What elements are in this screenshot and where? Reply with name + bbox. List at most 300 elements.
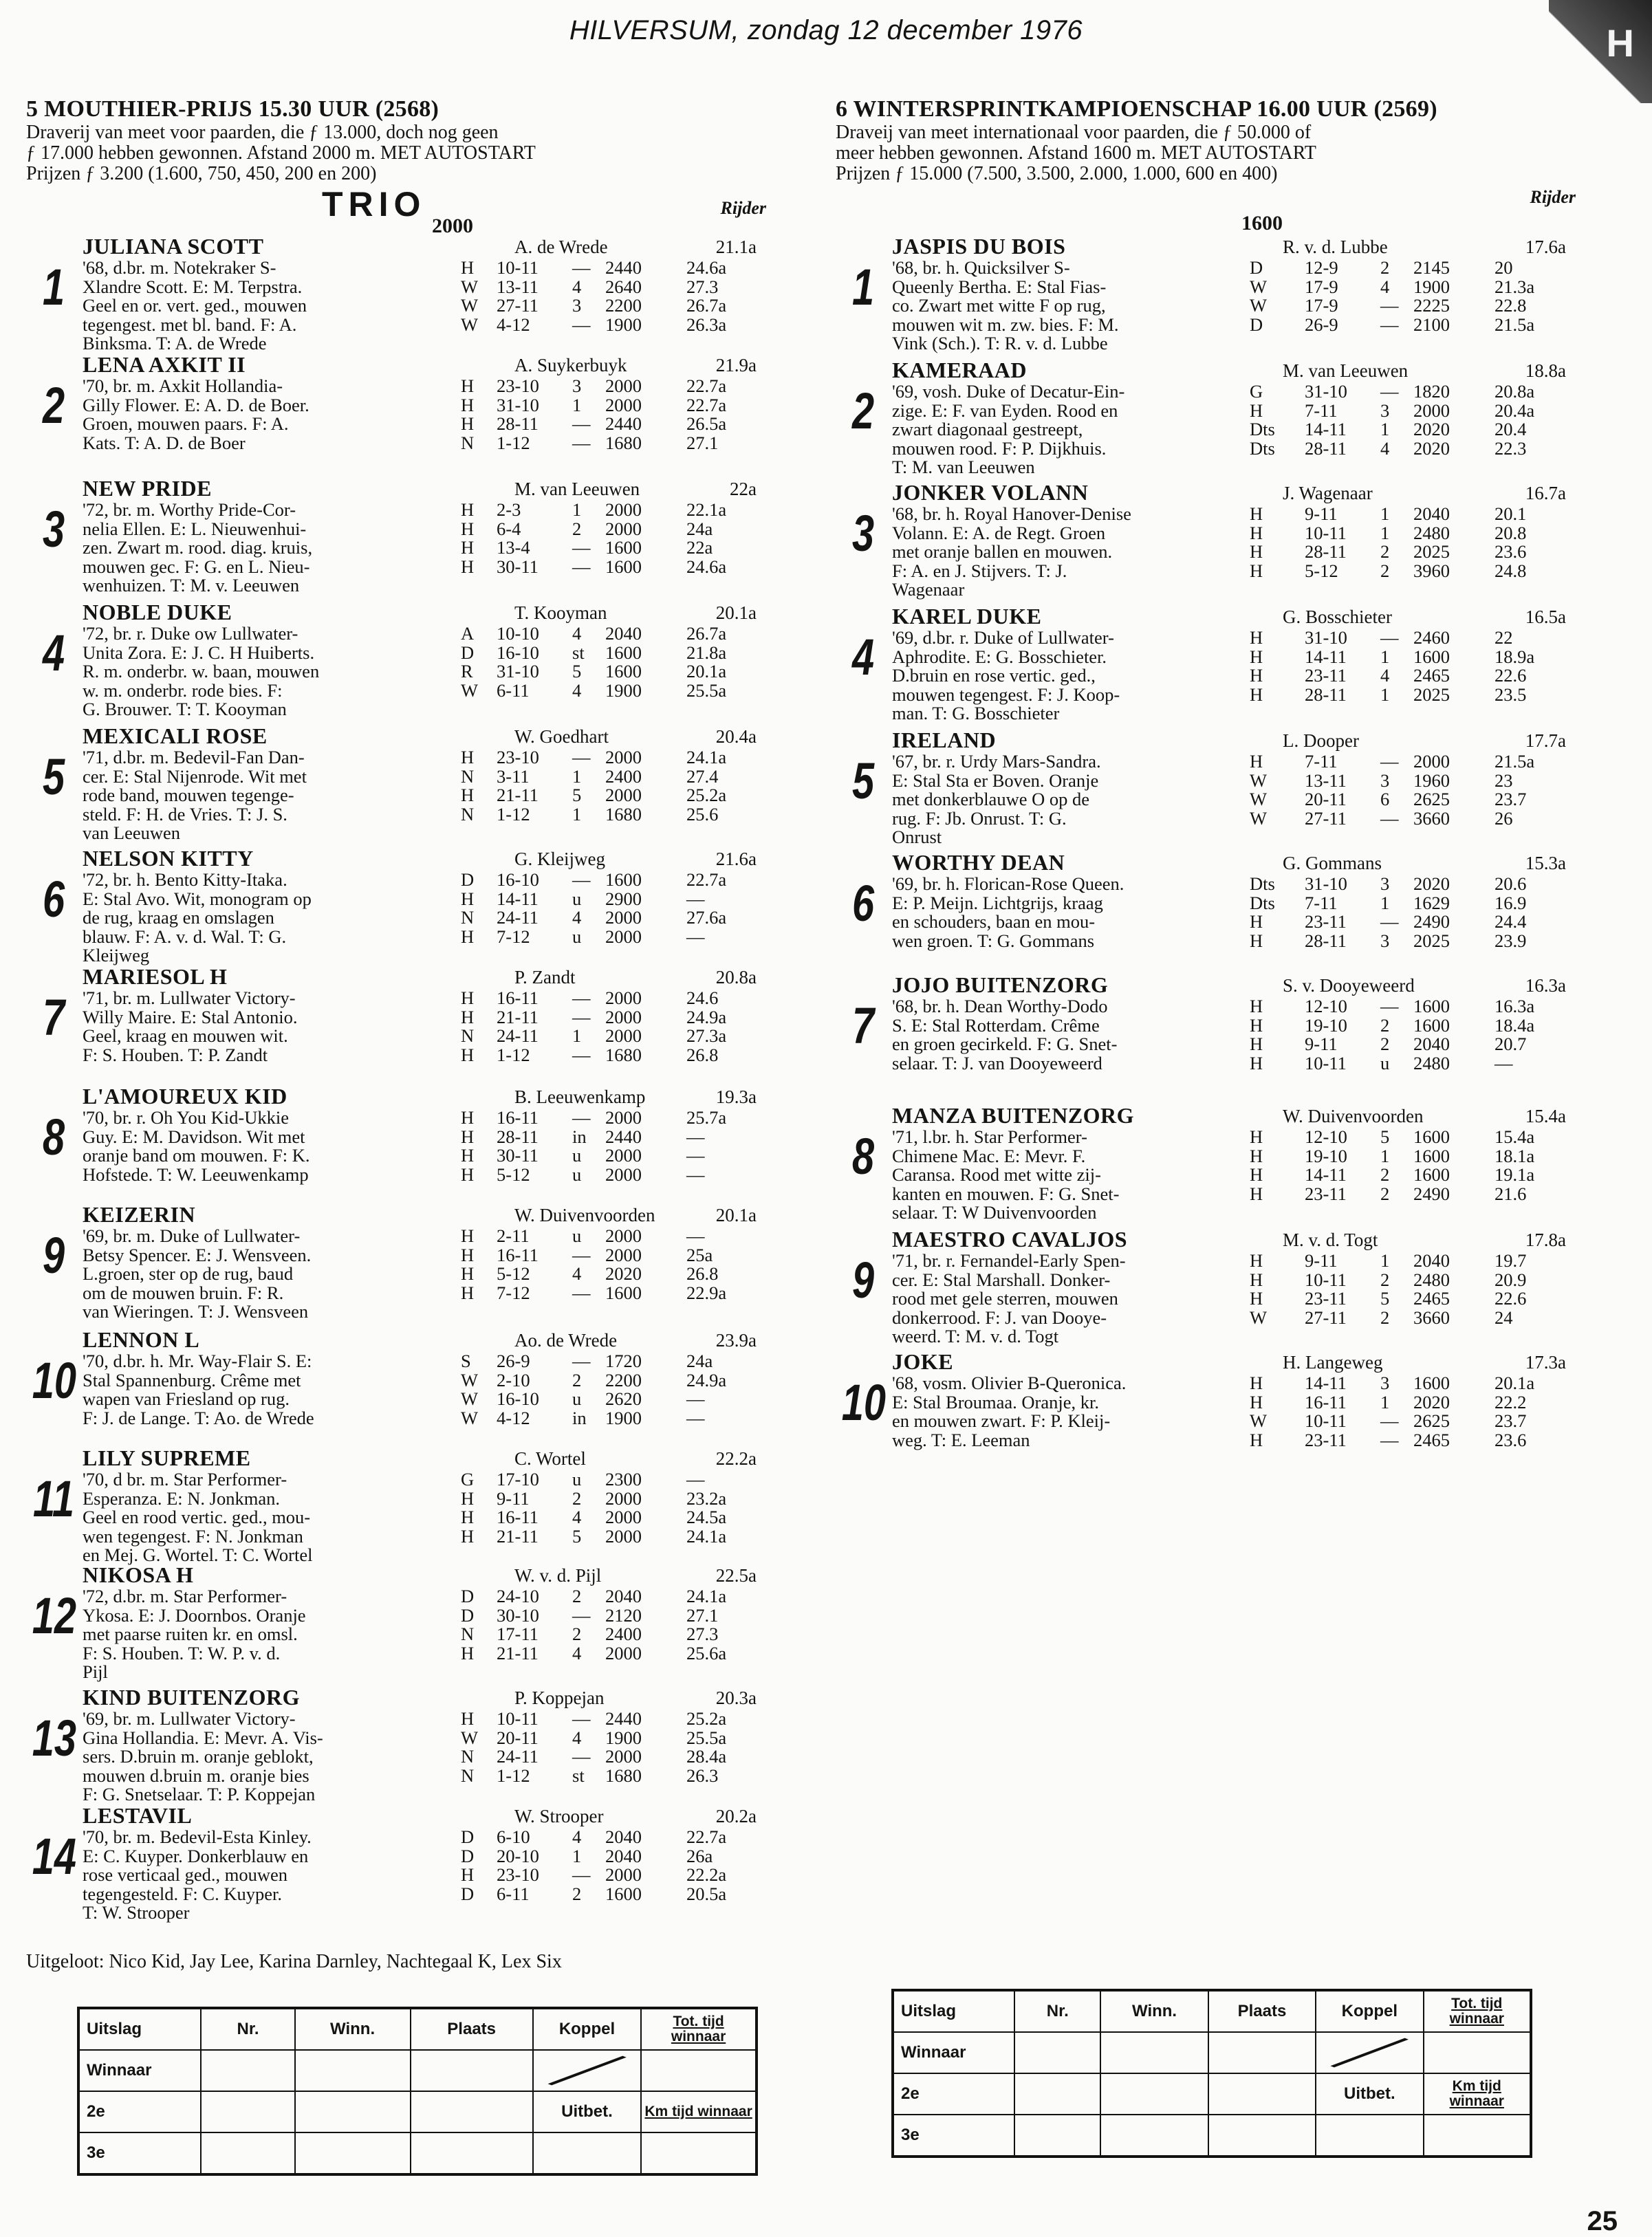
race-date: 31-10 xyxy=(1305,873,1347,894)
race-time: 20.1a xyxy=(1495,1373,1535,1393)
result-row-winnaar xyxy=(893,2032,1531,2073)
finish-place: 3 xyxy=(1380,400,1390,421)
track-code: H xyxy=(1250,665,1263,686)
track-code: W xyxy=(461,295,479,316)
track-code: A xyxy=(461,623,475,644)
track-code: H xyxy=(1250,1164,1263,1185)
race-date: 10-11 xyxy=(1305,1269,1347,1290)
finish-place: — xyxy=(572,1864,591,1885)
header-plaats: Plaats xyxy=(411,2008,533,2050)
rider-record-time: 17.7a xyxy=(1525,730,1566,751)
race-time: 26.8 xyxy=(686,1044,719,1065)
rider-name: P. Koppejan xyxy=(514,1688,605,1708)
track-code: D xyxy=(461,1845,475,1866)
description-line: wenhuizen. T: M. v. Leeuwen xyxy=(83,575,300,596)
race-time: 24.1a xyxy=(686,1586,727,1606)
rider-name: W. Duivenvoorden xyxy=(514,1205,655,1225)
description-line: '69, br. m. Duke of Lullwater- xyxy=(83,1225,301,1246)
race-distance: 2200 xyxy=(605,295,642,316)
performance-row xyxy=(1250,524,1556,543)
finish-place: — xyxy=(572,314,591,335)
start-number: 3 xyxy=(42,501,65,558)
start-number: 1 xyxy=(42,259,65,316)
recent-performances xyxy=(461,1227,748,1322)
track-code: S xyxy=(461,1351,471,1371)
header-koppel: Koppel xyxy=(1316,1990,1423,2032)
result-cell[interactable] xyxy=(295,2050,411,2091)
track-code: H xyxy=(1250,503,1263,524)
description-line: Stal Spannenburg. Crême met xyxy=(83,1369,301,1390)
performance-row xyxy=(1250,913,1556,932)
race-entry xyxy=(26,476,783,600)
race-time: 22.7a xyxy=(686,394,727,415)
description-line: Hofstede. T: W. Leeuwenkamp xyxy=(83,1164,309,1185)
finish-place: — xyxy=(1380,1429,1399,1450)
rider-record-time: 17.6a xyxy=(1525,237,1566,257)
rider-name: M. van Leeuwen xyxy=(1283,360,1409,381)
entry-header xyxy=(836,480,1592,505)
start-number: 2 xyxy=(42,377,65,434)
performance-row xyxy=(1250,932,1556,951)
race-time: 27.3 xyxy=(686,276,719,297)
performance-row xyxy=(1250,420,1556,439)
race-6-entries xyxy=(836,234,1592,1472)
race-date: 12-9 xyxy=(1305,257,1338,278)
finish-place: — xyxy=(1380,295,1399,316)
race-date: 26-9 xyxy=(1305,314,1338,335)
finish-place: — xyxy=(572,987,591,1008)
finish-place: 1 xyxy=(1380,1250,1390,1271)
race-distance: 2000 xyxy=(605,1025,642,1046)
description-line: F: J. de Lange. T: Ao. de Wrede xyxy=(83,1407,314,1428)
rider-name: G. Kleijweg xyxy=(514,849,605,869)
entry-body xyxy=(26,1227,783,1322)
description-line: Binksma. T: A. de Wrede xyxy=(83,333,267,353)
performance-row xyxy=(1250,1166,1556,1185)
track-code: W xyxy=(461,1727,479,1748)
race-date: 17-10 xyxy=(497,1469,539,1489)
race-distance: 2025 xyxy=(1413,930,1450,951)
horse-name: KAMERAAD xyxy=(892,358,1027,382)
race-distance: 1600 xyxy=(1413,1014,1450,1036)
rider-column-label: Rijder xyxy=(720,198,766,218)
finish-place: — xyxy=(1380,627,1399,648)
row-label: Winnaar xyxy=(893,2032,1014,2073)
race-time: 22.6 xyxy=(1495,1288,1527,1309)
race-6-subheader xyxy=(836,184,1592,234)
finish-place: 2 xyxy=(1380,1034,1390,1054)
race-6-title: 6 WINTERSPRINTKAMPIOENSCHAP 16.00 UUR (2569) xyxy=(836,96,1437,122)
row-label: 2e xyxy=(893,2073,1014,2115)
row-label: 3e xyxy=(893,2115,1014,2157)
race-5-distance: 2000 xyxy=(432,215,473,237)
race-time: — xyxy=(686,926,705,947)
description-line: mouwen rood. F: P. Dijkhuis. xyxy=(892,437,1107,459)
description-line: '69, vosh. Duke of Decatur-Ein- xyxy=(892,381,1125,402)
race-date: 30-11 xyxy=(497,556,539,577)
track-code: H xyxy=(461,394,475,415)
performance-row xyxy=(1250,1374,1556,1393)
description-line: wen tegengest. F: N. Jonkman xyxy=(83,1525,303,1547)
description-line: sers. D.bruin m. oranje geblokt, xyxy=(83,1746,314,1767)
entry-body xyxy=(836,629,1592,723)
race-time: 22.1a xyxy=(686,499,727,520)
finish-place: — xyxy=(572,1746,591,1767)
race-time: 19.1a xyxy=(1495,1164,1535,1185)
result-cell[interactable] xyxy=(1424,2115,1531,2157)
rider-record-time: 20.3a xyxy=(715,1688,757,1708)
track-code: Dts xyxy=(1250,437,1275,459)
description-line: om de mouwen bruin. F: R. xyxy=(83,1282,284,1303)
performance-row xyxy=(1250,809,1556,829)
track-code: H xyxy=(1250,996,1263,1016)
performance-row xyxy=(1250,752,1556,772)
description-line: '69, br. h. Florican-Rose Queen. xyxy=(892,873,1124,894)
recent-performances xyxy=(1250,1128,1556,1223)
performance-row xyxy=(1250,296,1556,316)
rider-record-time: 16.3a xyxy=(1525,975,1566,996)
result-cell[interactable] xyxy=(411,2050,533,2091)
result-cell[interactable] xyxy=(201,2050,294,2091)
finish-place: — xyxy=(572,1708,591,1729)
track-code: R xyxy=(461,661,473,681)
description-line: '72, br. m. Worthy Pride-Cor- xyxy=(83,499,296,520)
performance-row xyxy=(1250,402,1556,421)
result-cell[interactable] xyxy=(533,2132,641,2174)
finish-place: 4 xyxy=(1380,276,1390,297)
recent-performances xyxy=(1250,875,1556,950)
horse-description xyxy=(83,1109,454,1184)
header-winn: Winn. xyxy=(1100,1990,1208,2032)
header-plaats: Plaats xyxy=(1208,1990,1316,2032)
race-distance: 1600 xyxy=(605,537,642,558)
performance-row xyxy=(1250,772,1556,791)
race-date: 7-12 xyxy=(497,1282,530,1303)
rider-record-time: 20.8a xyxy=(715,967,757,987)
race-entry xyxy=(836,1103,1592,1227)
performance-row xyxy=(1250,439,1556,459)
horse-description xyxy=(892,1374,1243,1450)
description-line: mouwen d.bruin m. oranje bies xyxy=(83,1765,309,1786)
track-code: W xyxy=(461,679,479,701)
performance-row xyxy=(1250,1412,1556,1431)
race-entry xyxy=(26,1445,783,1565)
result-cell[interactable] xyxy=(411,2091,533,2132)
rider-name: W. v. d. Pijl xyxy=(514,1565,602,1586)
description-line: Gina Hollandia. E: Mevr. A. Vis- xyxy=(83,1727,323,1748)
track-code: H xyxy=(461,375,475,396)
rider-record-time: 20.1a xyxy=(715,1205,757,1225)
performance-row xyxy=(461,520,748,539)
description-line: S. E: Stal Rotterdam. Crême xyxy=(892,1014,1100,1036)
horse-description xyxy=(83,1828,454,1923)
description-line: de rug, kraag en omslagen xyxy=(83,907,274,928)
recent-performances xyxy=(1250,505,1556,600)
horse-name: MANZA BUITENZORG xyxy=(892,1103,1135,1128)
result-cell[interactable] xyxy=(1424,2032,1531,2073)
recent-performances xyxy=(461,1710,748,1804)
race-date: 14-11 xyxy=(497,888,539,909)
race-date: 10-11 xyxy=(1305,1052,1347,1073)
track-code: H xyxy=(461,556,475,577)
description-line: en Mej. G. Wortel. T: C. Wortel xyxy=(83,1545,313,1565)
finish-place: 2 xyxy=(1380,1307,1390,1328)
race-date: 16-11 xyxy=(497,1244,539,1265)
performance-row xyxy=(1250,259,1556,278)
race-time: 26.3 xyxy=(686,1765,719,1786)
description-line: man. T: G. Bosschieter xyxy=(892,703,1060,723)
race-entry xyxy=(836,728,1592,850)
horse-description xyxy=(83,1710,454,1804)
race-date: 1-12 xyxy=(497,432,530,453)
description-line: Pijl xyxy=(83,1661,108,1682)
koppel-cell[interactable] xyxy=(1316,2032,1423,2073)
result-cell[interactable] xyxy=(1100,2115,1208,2157)
result-row-winnaar xyxy=(78,2050,757,2091)
rider-record-time: 19.3a xyxy=(715,1087,757,1107)
race-distance: 2000 xyxy=(605,1525,642,1547)
result-cell[interactable] xyxy=(1316,2115,1423,2157)
horse-name: MEXICALI ROSE xyxy=(83,723,268,748)
finish-place: 2 xyxy=(572,1883,582,1904)
race-distance: 1600 xyxy=(1413,1373,1450,1393)
track-code: H xyxy=(461,1006,475,1027)
race-date: 4-12 xyxy=(497,1407,530,1428)
description-line: Volann. E: A. de Regt. Groen xyxy=(892,522,1106,543)
race-date: 7-11 xyxy=(1305,400,1338,421)
race-entry xyxy=(26,1202,783,1327)
result-cell[interactable] xyxy=(1014,2115,1100,2157)
recent-performances xyxy=(461,501,748,596)
result-cell[interactable] xyxy=(1014,2032,1100,2073)
track-code: N xyxy=(461,803,475,825)
koppel-cell[interactable] xyxy=(533,2050,641,2091)
finish-place: u xyxy=(572,1469,582,1489)
rider-name: S. v. Dooyeweerd xyxy=(1283,975,1415,996)
finish-place: 1 xyxy=(572,1845,582,1866)
track-code: N xyxy=(461,1624,475,1644)
result-cell[interactable] xyxy=(295,2132,411,2174)
race-distance: 2000 xyxy=(605,987,642,1008)
track-code: H xyxy=(461,257,475,278)
race-distance: 2000 xyxy=(605,1145,642,1166)
race-distance: 2000 xyxy=(605,1487,642,1509)
description-line: '68, br. h. Quicksilver S- xyxy=(892,257,1070,278)
finish-place: 6 xyxy=(1380,789,1390,809)
track-code: N xyxy=(461,765,475,787)
race-distance: 2440 xyxy=(605,1708,642,1729)
race-entry xyxy=(836,234,1592,358)
track-code: H xyxy=(461,1864,475,1885)
result-cell[interactable] xyxy=(201,2091,294,2132)
race-time: 23 xyxy=(1495,770,1513,791)
race-time: 22.8 xyxy=(1495,295,1527,316)
entry-header xyxy=(836,1227,1592,1252)
rider-name: M. van Leeuwen xyxy=(514,479,640,499)
uitbet-label: Uitbet. xyxy=(1316,2073,1423,2115)
finish-place: — xyxy=(1380,1410,1399,1431)
race-date: 13-4 xyxy=(497,537,530,558)
result-row-3e xyxy=(78,2132,757,2174)
entry-header xyxy=(26,476,783,501)
finish-place: 2 xyxy=(572,518,582,539)
race-distance: 1600 xyxy=(605,1282,642,1303)
race-distance: 1680 xyxy=(605,432,642,453)
race-distance: 1600 xyxy=(1413,996,1450,1016)
track-code: H xyxy=(461,1507,475,1527)
track-code: W xyxy=(461,1369,479,1390)
race-time: 24.4 xyxy=(1495,911,1527,932)
finish-place: 4 xyxy=(572,679,582,701)
race-time: 23.7 xyxy=(1495,789,1527,809)
description-line: Queenly Bertha. E: Stal Fias- xyxy=(892,276,1107,297)
header-nr: Nr. xyxy=(201,2008,294,2050)
performance-row xyxy=(1250,1252,1556,1271)
recent-performances xyxy=(461,624,748,719)
race-date: 23-11 xyxy=(1305,665,1347,686)
track-code: H xyxy=(461,1525,475,1547)
description-line: '70, d br. m. Star Performer- xyxy=(83,1469,287,1489)
result-cell[interactable] xyxy=(1100,2032,1208,2073)
race-time: 24.6a xyxy=(686,257,727,278)
race-distance: 1600 xyxy=(605,1883,642,1904)
race-distance: 2000 xyxy=(605,499,642,520)
race-time: 27.3 xyxy=(686,1624,719,1644)
result-cell[interactable] xyxy=(641,2132,757,2174)
description-line: E: Stal Sta er Boven. Oranje xyxy=(892,770,1099,791)
race-date: 23-10 xyxy=(497,747,539,767)
track-code: H xyxy=(1250,1014,1263,1036)
performance-row xyxy=(1250,894,1556,913)
horse-name: NOBLE DUKE xyxy=(83,600,232,624)
performance-row xyxy=(461,1352,748,1371)
track-code: H xyxy=(461,888,475,909)
race-time: 22a xyxy=(686,537,713,558)
race-distance: 1720 xyxy=(605,1351,642,1371)
rider-name: L. Dooper xyxy=(1283,730,1359,751)
performance-row xyxy=(461,1166,748,1185)
race-6-description xyxy=(836,122,1592,184)
finish-place: 5 xyxy=(572,661,582,681)
race-date: 23-10 xyxy=(497,1864,539,1885)
result-cell[interactable] xyxy=(641,2050,757,2091)
description-line: donkerrood. F: J. van Dooye- xyxy=(892,1307,1107,1328)
entry-header xyxy=(26,1327,783,1352)
race-time: 26.8 xyxy=(686,1263,719,1284)
entry-body xyxy=(26,1587,783,1682)
track-code: D xyxy=(461,869,475,890)
horse-description xyxy=(892,997,1243,1073)
finish-place: 1 xyxy=(1380,1391,1390,1412)
race-time: 20.8a xyxy=(1495,381,1535,402)
race-time: 20.1a xyxy=(686,661,727,681)
rider-record-time: 22a xyxy=(730,479,757,499)
race-distance: 1680 xyxy=(605,803,642,825)
track-code: Dts xyxy=(1250,419,1275,439)
race-distance: 2040 xyxy=(605,1586,642,1606)
race-time: 25.2a xyxy=(686,785,727,805)
finish-place: 1 xyxy=(1380,1145,1390,1166)
result-cell[interactable] xyxy=(1208,2032,1316,2073)
performance-row xyxy=(461,871,748,890)
finish-place: 4 xyxy=(1380,437,1390,459)
horse-description xyxy=(892,1128,1243,1223)
performance-row xyxy=(1250,666,1556,686)
entry-body xyxy=(26,1470,783,1565)
result-cell[interactable] xyxy=(411,2132,533,2174)
entry-header xyxy=(836,234,1592,259)
result-cell[interactable] xyxy=(1208,2073,1316,2115)
description-line: E: Stal Avo. Wit, monogram op xyxy=(83,888,312,909)
description-line: Vink (Sch.). T: R. v. d. Lubbe xyxy=(892,333,1108,353)
finish-place: — xyxy=(572,1244,591,1265)
race-6-column xyxy=(836,96,1592,1472)
race-5-desc-line: ƒ 17.000 hebben gewonnen. Afstand 2000 m. MET AUTOSTART xyxy=(26,142,536,164)
description-line: Ykosa. E: J. Doornbos. Oranje xyxy=(83,1604,306,1626)
rider-name: G. Gommans xyxy=(1283,853,1382,873)
recent-performances xyxy=(461,1470,748,1565)
track-code: H xyxy=(1250,1269,1263,1290)
row-label: 3e xyxy=(78,2132,201,2174)
race-date: 9-11 xyxy=(1305,503,1338,524)
race-time: 24.9a xyxy=(686,1006,727,1027)
race-date: 27-11 xyxy=(497,295,539,316)
race-time: 27.6a xyxy=(686,907,727,928)
entry-body xyxy=(836,997,1592,1073)
result-cell[interactable] xyxy=(201,2132,294,2174)
race-entry xyxy=(26,723,783,846)
race-6-desc-line: Prijzen ƒ 15.000 (7.500, 3.500, 2.000, 1.000, 600 en 400) xyxy=(836,163,1278,184)
race-distance: 2040 xyxy=(1413,1034,1450,1054)
performance-row xyxy=(1250,1185,1556,1204)
rider-name: B. Leeuwenkamp xyxy=(514,1087,646,1107)
finish-place: 2 xyxy=(1380,1014,1390,1036)
finish-place: u xyxy=(572,888,582,909)
race-6-desc-line: meer hebben gewonnen. Afstand 1600 m. MET AUTOSTART xyxy=(836,142,1316,164)
recent-performances xyxy=(461,1587,748,1682)
description-line: '67, br. r. Urdy Mars-Sandra. xyxy=(892,751,1101,772)
race-time: 25.6 xyxy=(686,803,719,825)
race-time: 21.5a xyxy=(1495,751,1535,772)
finish-place: u xyxy=(572,1225,582,1246)
description-line: Esperanza. E: N. Jonkman. xyxy=(83,1487,280,1509)
track-code: H xyxy=(461,1642,475,1663)
start-number: 10 xyxy=(32,1352,77,1409)
entry-body xyxy=(836,1128,1592,1223)
description-line: '69, d.br. r. Duke of Lullwater- xyxy=(892,627,1114,648)
race-time: 26a xyxy=(686,1845,713,1866)
page-header: HILVERSUM, zondag 12 december 1976 xyxy=(569,15,1083,45)
race-5-subheader xyxy=(26,184,783,237)
race-time: 24 xyxy=(1495,1307,1513,1328)
race-time: 27.1 xyxy=(686,432,719,453)
result-cell[interactable] xyxy=(1100,2073,1208,2115)
track-code: H xyxy=(1250,751,1263,772)
performance-row xyxy=(461,1146,748,1166)
race-distance: 2000 xyxy=(605,1107,642,1128)
result-cell[interactable] xyxy=(295,2091,411,2132)
race-time: 20.9 xyxy=(1495,1269,1527,1290)
race-6-desc-line: Draveij van meet internationaal voor paarden, die ƒ 50.000 of xyxy=(836,122,1312,143)
header-tot-tijd: Tot. tijd winnaar xyxy=(641,2008,757,2050)
result-cell[interactable] xyxy=(1208,2115,1316,2157)
track-code: H xyxy=(461,987,475,1008)
performance-row xyxy=(1250,1393,1556,1412)
description-line: Chimene Mac. E: Mevr. F. xyxy=(892,1145,1086,1166)
description-line: '71, br. m. Lullwater Victory- xyxy=(83,987,296,1008)
rider-name: W. Goedhart xyxy=(514,726,609,747)
result-cell[interactable] xyxy=(1014,2073,1100,2115)
